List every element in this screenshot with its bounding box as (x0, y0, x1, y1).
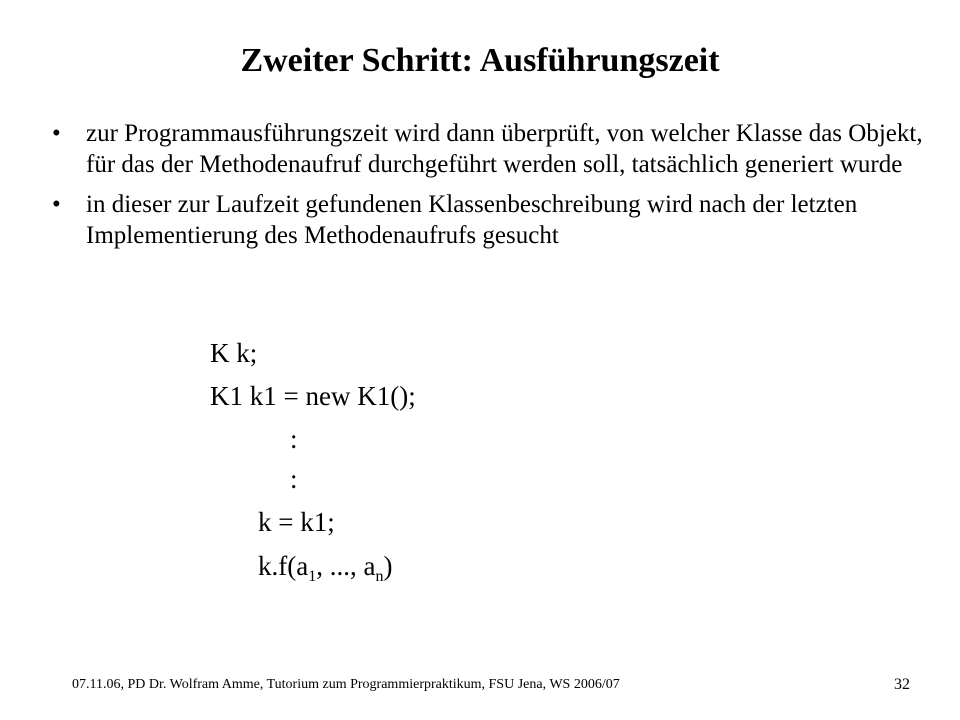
code-line-ellipsis-1: : (290, 424, 298, 454)
page-number: 32 (894, 676, 910, 693)
slide-footer: 07.11.06, PD Dr. Wolfram Amme, Tutorium zum Programmierpraktikum, FSU Jena, WS 2006/07 (72, 677, 620, 692)
slide-title: Zweiter Schritt: Ausführungszeit (240, 42, 720, 79)
call-middle: , ..., a (316, 551, 376, 581)
bullet-text-1: zur Programmausführungszeit wird dann überprüft, von welcher Klasse das Objekt, für das der Methodenaufruf durchgeführt werden soll, tatsächlich generiert wurde (86, 120, 923, 178)
subscript-n: n (375, 568, 384, 585)
bullet-item-1 (52, 118, 932, 180)
code-line-declare-k: K k; (210, 338, 258, 368)
subscript-1: 1 (308, 568, 317, 585)
bullet-list (52, 118, 932, 260)
call-prefix: k.f(a (258, 551, 309, 581)
call-suffix: ) (383, 551, 393, 581)
code-line-method-call (258, 550, 393, 585)
bullet-text-2: in dieser zur Laufzeit gefundenen Klassenbeschreibung wird nach der letzten Implementierung des Methodenaufrufs gesucht (86, 191, 858, 249)
code-line-ellipsis-2: : (290, 464, 298, 494)
bullet-item-2 (52, 189, 932, 251)
bullet-icon: • (52, 120, 61, 147)
bullet-icon: • (52, 191, 61, 218)
code-line-new-k1: K1 k1 = new K1(); (210, 381, 416, 411)
code-line-assign: k = k1; (258, 507, 335, 537)
